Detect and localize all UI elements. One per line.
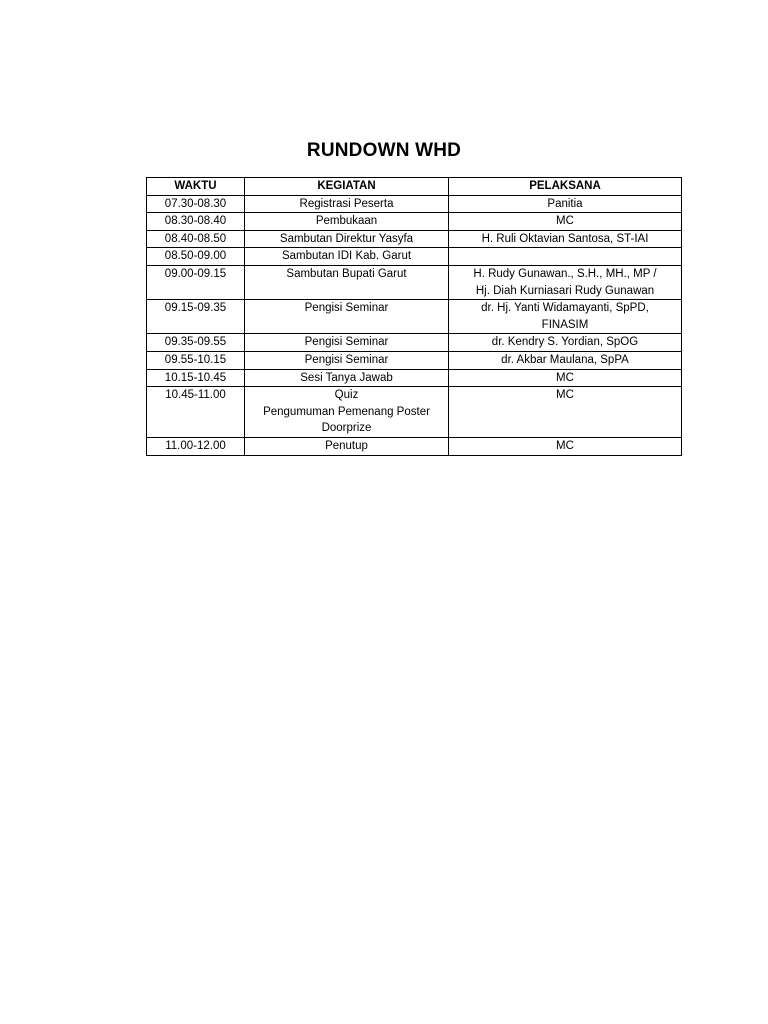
cell-executor: MC [449,213,682,231]
cell-time: 09.15-09.35 [147,300,245,334]
cell-executor: H. Rudy Gunawan., S.H., MH., MP / Hj. Diah Kurniasari Rudy Gunawan [449,265,682,299]
table-header-row [147,178,682,196]
cell-time: 08.50-09.00 [147,248,245,266]
cell-activity: Sambutan Direktur Yasyfa [245,230,449,248]
cell-executor: MC [449,369,682,387]
cell-time: 11.00-12.00 [147,437,245,455]
cell-activity: Sesi Tanya Jawab [245,369,449,387]
table-row [147,351,682,369]
cell-activity: Pengisi Seminar [245,300,449,334]
cell-executor: dr. Kendry S. Yordian, SpOG [449,334,682,352]
cell-executor: H. Ruli Oktavian Santosa, ST-IAI [449,230,682,248]
table-row [147,437,682,455]
cell-activity: Quiz Pengumuman Pemenang Poster Doorprize [245,387,449,438]
cell-activity: Penutup [245,437,449,455]
cell-executor [449,248,682,266]
cell-executor: dr. Hj. Yanti Widamayanti, SpPD, FINASIM [449,300,682,334]
table-row [147,369,682,387]
column-header-time: WAKTU [147,178,245,196]
cell-activity: Pengisi Seminar [245,351,449,369]
cell-time: 09.00-09.15 [147,265,245,299]
column-header-executor: PELAKSANA [449,178,682,196]
cell-time: 09.35-09.55 [147,334,245,352]
table-row [147,248,682,266]
table-row [147,213,682,231]
table-row [147,195,682,213]
cell-time: 08.30-08.40 [147,213,245,231]
cell-executor: MC [449,437,682,455]
table-row [147,265,682,299]
cell-activity: Sambutan Bupati Garut [245,265,449,299]
table-row [147,334,682,352]
cell-time: 08.40-08.50 [147,230,245,248]
document-title: RUNDOWN WHD [306,140,462,161]
cell-activity: Pembukaan [245,213,449,231]
cell-time: 10.45-11.00 [147,387,245,438]
table-row [147,230,682,248]
cell-executor: MC [449,387,682,438]
cell-time: 09.55-10.15 [147,351,245,369]
table-row [147,300,682,334]
cell-activity: Registrasi Peserta [245,195,449,213]
cell-executor: Panitia [449,195,682,213]
rundown-table [146,177,682,456]
column-header-activity: KEGIATAN [245,178,449,196]
cell-executor: dr. Akbar Maulana, SpPA [449,351,682,369]
cell-activity: Pengisi Seminar [245,334,449,352]
cell-time: 10.15-10.45 [147,369,245,387]
cell-time: 07.30-08.30 [147,195,245,213]
cell-activity: Sambutan IDI Kab. Garut [245,248,449,266]
table-row [147,387,682,438]
